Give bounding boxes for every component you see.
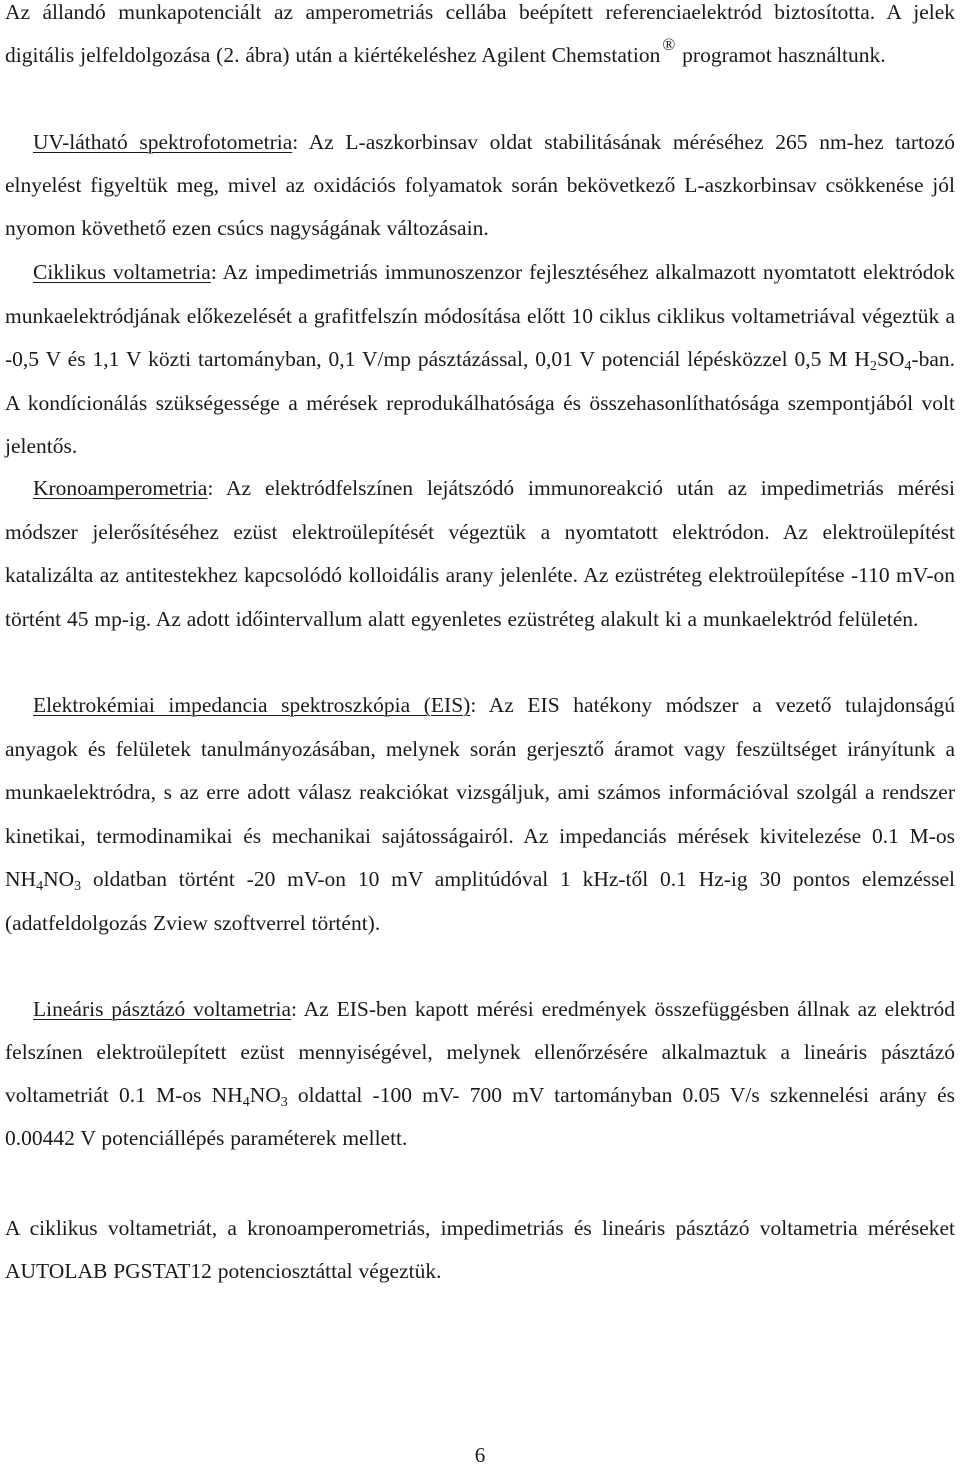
paragraph-text: : Az elektródfelszínen lejátszódó immunoreakció után az impedimetriás mérési módszer jelerősítéséhez ezüst elektroülepítését végeztük a nyomtatott elektródon. Az elektroülepítést katalizálta az antitestekhez kapcsolódó kolloidális arany jelenléte. Az ezüstréteg elektroülepítése -110 mV-on történt 45 mp-ig. Az adott időintervallum alatt egyenletes ezüstréteg alakult ki a munkaelektród felületén.	[5, 476, 955, 631]
paragraph-text: SO	[876, 347, 905, 371]
section-heading-eis: Elektrokémiai impedancia spektroszkópia (EIS)	[33, 693, 471, 717]
paragraph-text-tail: programot használtunk.	[676, 43, 886, 67]
section-heading-chronoamperometry: Kronoamperometria	[33, 476, 208, 500]
subscript: 3	[74, 879, 82, 894]
subscript: 4	[242, 1095, 250, 1110]
paragraph-reference-electrode	[5, 0, 955, 77]
paragraph-text: : Az EIS-ben kapott mérési eredmények összefüggésben állnak az elektród felszínen elektroülepített ezüst mennyiségével, melynek ellenőrzésére alkalmaztuk a lineáris pásztázó voltametriát 0.1 M-os NH	[5, 997, 956, 1107]
paragraph-text: A ciklikus voltametriát, a kronoamperometriás, impedimetriás és lineáris pásztázó voltametria méréseket AUTOLAB PGSTAT12 potenciosztáttal végeztük.	[5, 1216, 955, 1283]
paragraph-text: NO	[249, 1083, 281, 1107]
paragraph-autolab	[5, 1207, 955, 1293]
paragraph-eis	[5, 684, 955, 945]
paragraph-uv-spectrophotometry	[5, 121, 955, 250]
paragraph-text: : Az EIS hatékony módszer a vezető tulajdonságú anyagok és felületek tanulmányozásában, melynek során gerjesztő áramot vagy feszültséget irányítunk a munkaelektródra, s az erre adott válasz reakciókat vizsgáljuk, ami számos információval szolgál a rendszer kinetikai, termodinamikai és mechanikai sajátosságairól. Az impedanciás mérések kivitelezése 0.1 M-os NH	[5, 693, 955, 891]
section-heading-lsv: Lineáris pásztázó voltametria	[33, 997, 292, 1021]
paragraph-text: : Az L-aszkorbinsav oldat stabilitásának méréséhez 265 nm-hez tartozó elnyelést figyeltük meg, mivel az oxidációs folyamatok során bekövetkező L-aszkorbinsav csökkenése jól nyomon követhető ezen csúcs nagyságának változásain.	[5, 130, 956, 240]
paragraph-cyclic-voltammetry	[5, 251, 955, 469]
subscript: 4	[36, 879, 44, 894]
paragraph-chronoamperometry	[5, 467, 955, 641]
subscript: 2	[869, 359, 877, 374]
page-number: 6	[474, 1443, 486, 1467]
subscript: 4	[904, 359, 912, 374]
paragraph-text: NO	[43, 867, 75, 891]
paragraph-text: Az állandó munkapotenciált az amperometriás cellába beépített referenciaelektród biztosította. A jelek digitális jelfeldolgozása (2. ábra) után a kiértékeléshez Agilent Chemstation	[5, 0, 955, 67]
paragraph-text: -ban. A kondícionálás szükségessége a mérések reprodukálhatósága és összehasonlíthatósága szempontjából volt jelentős.	[5, 347, 955, 458]
paragraph-text: oldatban történt -20 mV-on 10 mV amplitúdóval 1 kHz-től 0.1 Hz-ig 30 pontos elemzéssel (adatfeldolgozás Zview szoftverrel történt).	[5, 867, 955, 935]
paragraph-linear-sweep-voltammetry	[5, 988, 955, 1160]
paragraph-text: : Az impedimetriás immunoszenzor fejlesztéséhez alkalmazott nyomtatott elektródok munkaelektródjának előkezelését a grafitfelszín módosítása előtt 10 ciklus ciklikus voltametriával végeztük a -0,5 V és 1,1 V közti tartományban, 0,1 V/mp pásztázással, 0,01 V potenciál lépésközzel 0,5 M H	[5, 260, 955, 371]
section-heading-uv: UV-látható spektrofotometria	[33, 130, 293, 154]
paragraph-text: oldattal -100 mV- 700 mV tartományban 0.05 V/s szkennelési arány és 0.00442 V potenciállépés paraméterek mellett.	[5, 1083, 955, 1150]
registered-trademark-symbol: ®	[662, 35, 676, 54]
subscript: 3	[280, 1095, 288, 1110]
section-heading-cv: Ciklikus voltametria	[33, 260, 211, 284]
